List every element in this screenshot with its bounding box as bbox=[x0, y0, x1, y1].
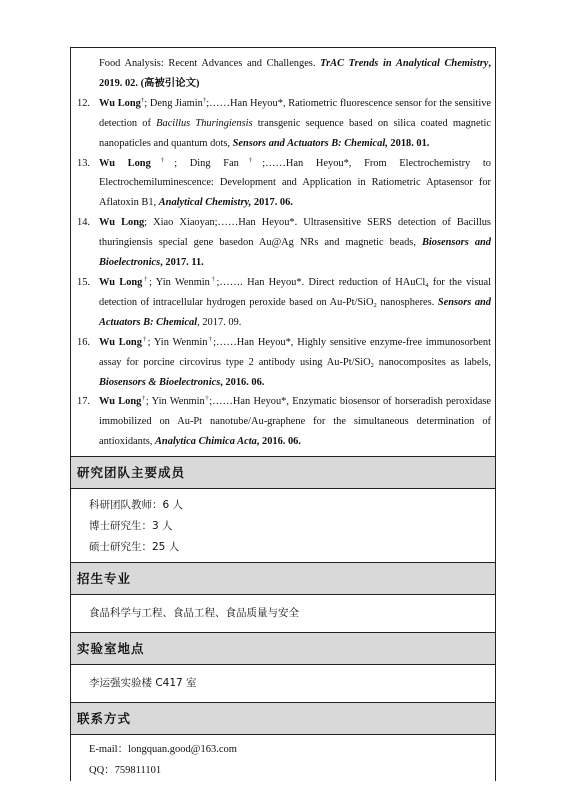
team-members bbox=[71, 489, 495, 562]
journal-name: Sensors and Actuators B: Chemical, bbox=[232, 137, 388, 149]
author: Wu Long bbox=[99, 217, 145, 229]
ref-number: 17. bbox=[77, 396, 90, 408]
section-heading-contact: 联系方式 bbox=[71, 702, 495, 735]
list-item: 博士研究生：3 人 bbox=[89, 520, 173, 533]
lab-location: 李运强实验楼 C417 室 bbox=[89, 677, 197, 690]
journal-name: Sensors and Actuators B: Chemical bbox=[99, 296, 492, 328]
journal-name: TrAC Trends in Analytical Chemistry bbox=[320, 58, 489, 69]
journal-name: Analytical Chemistry, bbox=[158, 197, 252, 209]
journal-name: Biosensors and Bioelectronics bbox=[99, 237, 491, 269]
qq-text: QQ：759811101 bbox=[89, 765, 162, 777]
publication-list bbox=[71, 48, 495, 456]
email-text: E-mail：longquan.good@163.com bbox=[89, 744, 237, 756]
ref-number: 16. bbox=[77, 336, 90, 348]
section-heading-team: 研究团队主要成员 bbox=[71, 456, 495, 489]
ref-number: 15. bbox=[77, 276, 90, 288]
list-item: 15. Wu Long†; Yin Wenmin†;……. Han Heyou*. Direct reduction of HAuCl$_4$ for the visual detection of intracellular hydrogen peroxide based on Au-Pt/SiO$_2$ nanospheres. Sensors and Actuators B: Chemical, 2017. 09. bbox=[77, 273, 491, 333]
ref-number: 14. bbox=[77, 217, 90, 229]
list-item: 17. Wu Long†; Yin Wenmin†;……Han Heyou*, Enzymatic biosensor of horseradish peroxidase immobilized on Au-Pt nanotube/Au-graphene for the simultaneous determination of antioxidants, Analytica Chimica Acta, 2016. 06. bbox=[77, 392, 491, 452]
journal-name: Analytica Chimica Acta bbox=[155, 436, 257, 448]
document-table bbox=[70, 47, 496, 781]
major-text: 食品科学与工程、食品工程、食品质量与安全 bbox=[89, 607, 299, 620]
author: Wu Long bbox=[99, 157, 151, 169]
section-heading-lab: 实验室地点 bbox=[71, 632, 495, 665]
list-item: 科研团队教师：6 人 bbox=[89, 499, 184, 512]
list-item: 14. Wu Long; Xiao Xiaoyan;……Han Heyou*. Ultrasensitive SERS detection of Bacillus thuringiensis special gene basedon Au@Ag NRs and magnetic beads, Biosensors and Bioelectronics, 2017. 11. bbox=[77, 213, 491, 273]
list-item: Food Analysis: Recent Advances and Challenges. TrAC Trends in Analytical Chemistry, 2019. 02. (高被引论文) bbox=[99, 58, 491, 89]
list-item: 16. Wu Long†; Yin Wenmin†;……Han Heyou*, Highly sensitive enzyme-free immunosorbent assay for porcine circovirus type 2 antibody using Au-Pt/SiO$_2$ nanocomposites as labels, Biosensors & Bioelectronics, 2016. 06. bbox=[77, 333, 491, 393]
author: Wu Long bbox=[99, 396, 142, 408]
ref-number: 13. bbox=[77, 157, 90, 169]
ref-number: 12. bbox=[77, 97, 90, 109]
journal-name: Biosensors & Bioelectronics bbox=[99, 376, 221, 388]
section-heading-major: 招生专业 bbox=[71, 562, 495, 595]
contact-info bbox=[71, 735, 495, 781]
highly-cited-note: (高被引论文) bbox=[137, 77, 200, 89]
author: Wu Long bbox=[99, 336, 142, 348]
author: Wu Long bbox=[99, 276, 143, 288]
list-item: 13. Wu Long†; Ding Fan†;……Han Heyou*, From Electrochemistry to Electrochemiluminescence: Development and Application in Ratiometric Aptasensor for Aflatoxin B1, Analytical Chemistry, 2017. 06. bbox=[77, 154, 491, 214]
list-item: 硕士研究生：25 人 bbox=[89, 541, 180, 554]
author: Wu Long bbox=[99, 97, 141, 109]
list-item: 12. Wu Long†; Deng Jiamin†;……Han Heyou*, Ratiometric fluorescence sensor for the sensitive detection of Bacillus Thuringiensis transgenic sequence based on silica coated magnetic nanopaticles and quantum dots, Sensors and Actuators B: Chemical, 2018. 01. bbox=[77, 94, 491, 154]
